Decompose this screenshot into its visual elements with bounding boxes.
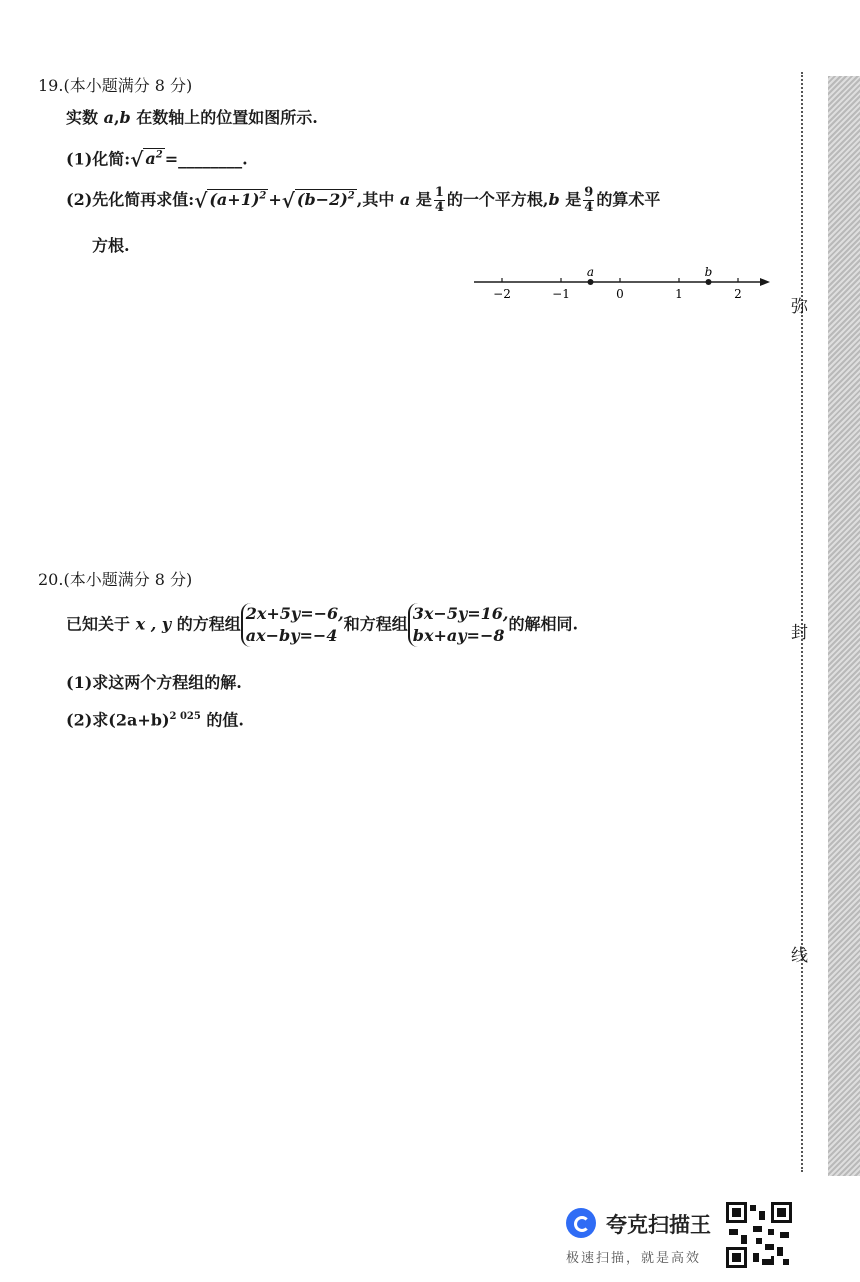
qr-code-icon (726, 1202, 792, 1268)
frac2-num: 9 (584, 185, 594, 200)
q19-part2-mid2: 的一个平方根, (446, 190, 549, 209)
scanner-app-name: 夸克扫描王 (606, 1213, 711, 1237)
q19-comma: , (113, 108, 120, 127)
q19-part2-a: a (399, 190, 411, 209)
q19-part1 (66, 146, 248, 172)
q20-part2-post: 的值. (200, 710, 244, 730)
q20-and: 和方程组 (343, 614, 408, 634)
tick-label: 1 (675, 287, 683, 301)
side-char-mi: 弥 (791, 297, 808, 317)
frac1-num: 1 (434, 185, 444, 200)
number-line (470, 262, 775, 307)
frac2-den: 4 (584, 200, 594, 215)
q19-part1-rad: a (145, 149, 156, 169)
q20-header: 20.(本小题满分 8 分) (38, 570, 193, 589)
q20-part2-pre: (2)求(2a+b) (66, 710, 170, 730)
frac1-den: 4 (434, 200, 444, 215)
q19-part2-rad2: (b−2) (296, 190, 348, 209)
tick-label: 2 (734, 287, 742, 301)
tick-label: 0 (616, 287, 624, 301)
q19-part1-label: (1)化简: (66, 149, 131, 169)
sqrt-a-squared: √ $a^2$ (130, 147, 163, 172)
point-b-label: b (704, 265, 713, 279)
fraction-9-4 (583, 186, 594, 215)
q19-part2-b: b (548, 190, 560, 209)
q19-part2-line2: 方根. (92, 236, 130, 255)
q20-vars: x , y (135, 614, 172, 634)
q19-part2-mid1: ,其中 (356, 190, 400, 209)
sys2-eq2: bx+ay=−8 (412, 626, 505, 645)
sqrt-b-minus-2: √ $(b-2)^2$ (281, 188, 355, 212)
sqrt-a-plus-1: √ $(a+1)^2$ (194, 188, 267, 212)
q19-part2-is2: 是 (559, 190, 582, 209)
scanner-slogan: 极速扫描，就是高效 (566, 1251, 702, 1266)
scan-edge-strip (828, 76, 860, 1176)
answer-blank: ________ (178, 149, 243, 169)
q19-var-a: a (103, 108, 114, 127)
q19-part2-label: (2)先化简再求值: (66, 190, 195, 209)
q19-part1-exp: 2 (155, 150, 163, 161)
q19-part2-is1: 是 (410, 190, 432, 209)
number-line-arrow (760, 278, 770, 286)
q19-part1-end: . (242, 149, 248, 169)
tick-label: −2 (493, 287, 511, 301)
fraction-1-4 (434, 186, 445, 215)
sys2-eq1: 3x−5y=16, (412, 604, 509, 623)
equation-system-1 (241, 603, 344, 647)
q19-part1-eq: = (164, 149, 179, 169)
q20-intro (66, 603, 578, 647)
q19-part2-plus: + (268, 190, 282, 209)
q20-part2-exp: 2 025 (169, 711, 201, 722)
q20-part2 (66, 707, 244, 730)
q20-part1: (1)求这两个方程组的解. (66, 673, 242, 692)
equation-system-2 (408, 603, 509, 647)
point-a (588, 279, 594, 285)
side-char-xian: 线 (791, 946, 808, 966)
q19-intro (66, 108, 318, 128)
q19-part2-rad1: (a+1) (209, 190, 260, 209)
q19-part2-exp2: 2 (347, 190, 355, 202)
sys1-eq2: ax−by=−4 (245, 626, 338, 645)
q19-part2-exp1: 2 (259, 190, 267, 202)
q19-var-b: b (119, 108, 131, 127)
q20-intro-pre: 已知关于 (66, 614, 136, 634)
q19-part2-tail: 的算术平 (596, 190, 661, 209)
side-char-feng: 封 (791, 623, 808, 643)
sys1-eq1: 2x+5y=−6, (245, 604, 344, 623)
q19-intro-post: 在数轴上的位置如图所示. (130, 108, 318, 127)
q20-intro-post: 的解相同. (508, 614, 579, 634)
q20-intro-mid: 的方程组 (171, 614, 241, 634)
q19-intro-pre: 实数 (66, 108, 104, 127)
q19-header: 19.(本小题满分 8 分) (38, 76, 193, 95)
q19-part2 (66, 186, 660, 215)
tick-label: −1 (552, 287, 570, 301)
point-b (706, 279, 712, 285)
quark-logo-icon (566, 1208, 596, 1238)
point-a-label: a (586, 265, 595, 279)
